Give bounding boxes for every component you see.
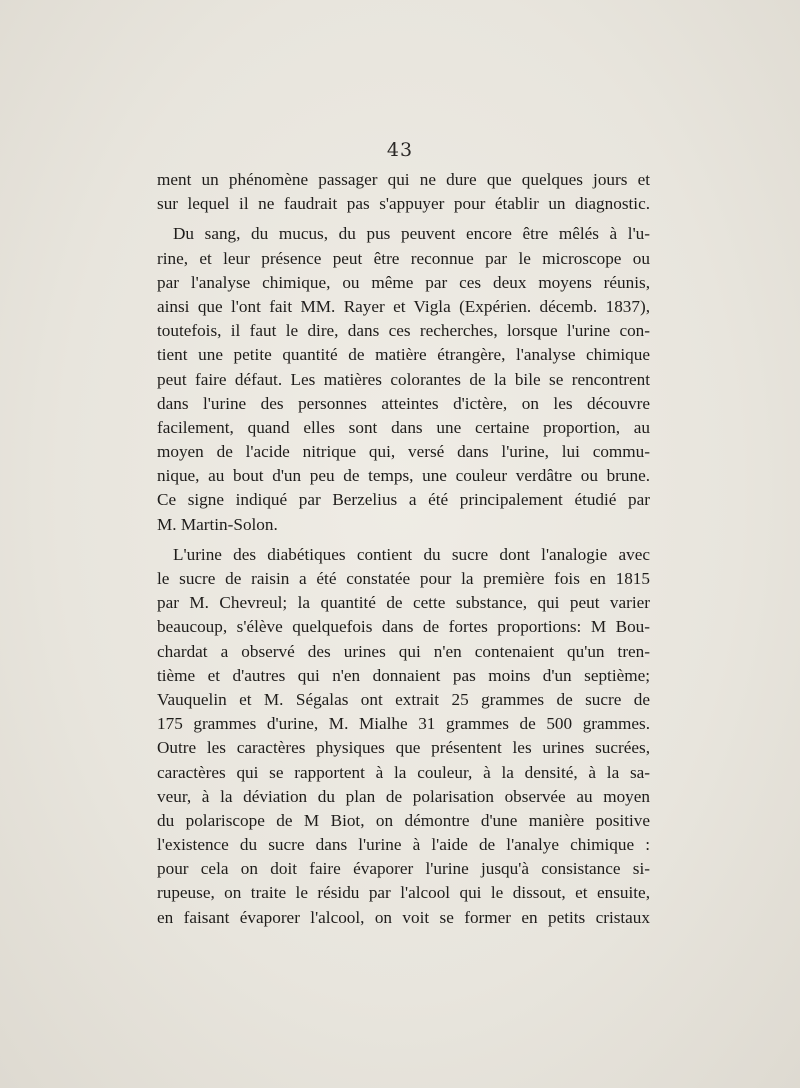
text-line: toutefois, il faut le dire, dans ces recherches, lorsque l'urine con- bbox=[157, 321, 650, 341]
text-line: Vauquelin et M. Ségalas ont extrait 25 grammes de sucre de bbox=[157, 689, 650, 709]
text-line: rupeuse, on traite le résidu par l'alcool qui le dissout, et ensuite, bbox=[157, 883, 650, 903]
text-line: en faisant évaporer l'alcool, on voit se former en petits cristaux bbox=[157, 907, 650, 927]
text-line: facilement, quand elles sont dans une certaine proportion, au bbox=[157, 417, 650, 437]
text-line: ment un phénomène passager qui ne dure que quelques jours et bbox=[157, 170, 650, 189]
text-line: du polariscope de M Biot, on démontre d'une manière positive bbox=[157, 810, 650, 830]
text-line: beaucoup, s'élève quelquefois dans de fortes proportions: M Bou- bbox=[157, 617, 650, 637]
text-line: Ce signe indiqué par Berzelius a été principalement étudié par bbox=[157, 490, 650, 510]
text-line: M. Martin-Solon. bbox=[157, 514, 278, 534]
text-line: l'existence du sucre dans l'urine à l'aide de l'analye chimique : bbox=[157, 835, 650, 855]
text-line: tième et d'autres qui n'en donnaient pas moins d'un septième; bbox=[157, 665, 650, 685]
text-line: pour cela on doit faire évaporer l'urine jusqu'à consistance si- bbox=[157, 859, 650, 879]
text-line: 175 grammes d'urine, M. Mialhe 31 grammes de 500 grammes. bbox=[157, 714, 650, 734]
body-text bbox=[157, 168, 650, 930]
text-line: nique, au bout d'un peu de temps, une couleur verdâtre ou brune. bbox=[157, 466, 650, 486]
text-line: moyen de l'acide nitrique qui, versé dans l'urine, lui commu- bbox=[157, 442, 650, 462]
text-line: dans l'urine des personnes atteintes d'ictère, on les découvre bbox=[157, 393, 650, 413]
text-line: le sucre de raisin a été constatée pour la première fois en 1815 bbox=[157, 569, 650, 588]
text-line: L'urine des diabétiques contient du sucre dont l'analogie avec bbox=[173, 544, 650, 564]
text-line: caractères qui se rapportent à la couleur, à la densité, à la sa- bbox=[157, 762, 650, 782]
text-line: rine, et leur présence peut être reconnue par le microscope ou bbox=[157, 248, 650, 268]
page-number: 43 bbox=[386, 139, 414, 161]
text-line: Du sang, du mucus, du pus peuvent encore être mêlés à l'u- bbox=[173, 224, 650, 244]
text-line: peut faire défaut. Les matières colorantes de la bile se rencontrent bbox=[157, 369, 650, 389]
text-line: tient une petite quantité de matière étrangère, l'analyse chimique bbox=[157, 345, 650, 365]
text-line: sur lequel il ne faudrait pas s'appuyer pour établir un diagnostic. bbox=[157, 194, 650, 214]
text-line: veur, à la déviation du plan de polarisation observée au moyen bbox=[157, 786, 650, 806]
text-line: ainsi que l'ont fait MM. Rayer et Vigla (Expérien. décemb. 1837), bbox=[157, 296, 650, 316]
text-line: par l'analyse chimique, ou même par ces deux moyens réunis, bbox=[157, 272, 650, 292]
text-line: Outre les caractères physiques que présentent les urines sucrées, bbox=[157, 738, 650, 758]
text-line: par M. Chevreul; la quantité de cette substance, qui peut varier bbox=[157, 593, 650, 613]
text-line: chardat a observé des urines qui n'en contenaient qu'un tren- bbox=[157, 641, 650, 661]
